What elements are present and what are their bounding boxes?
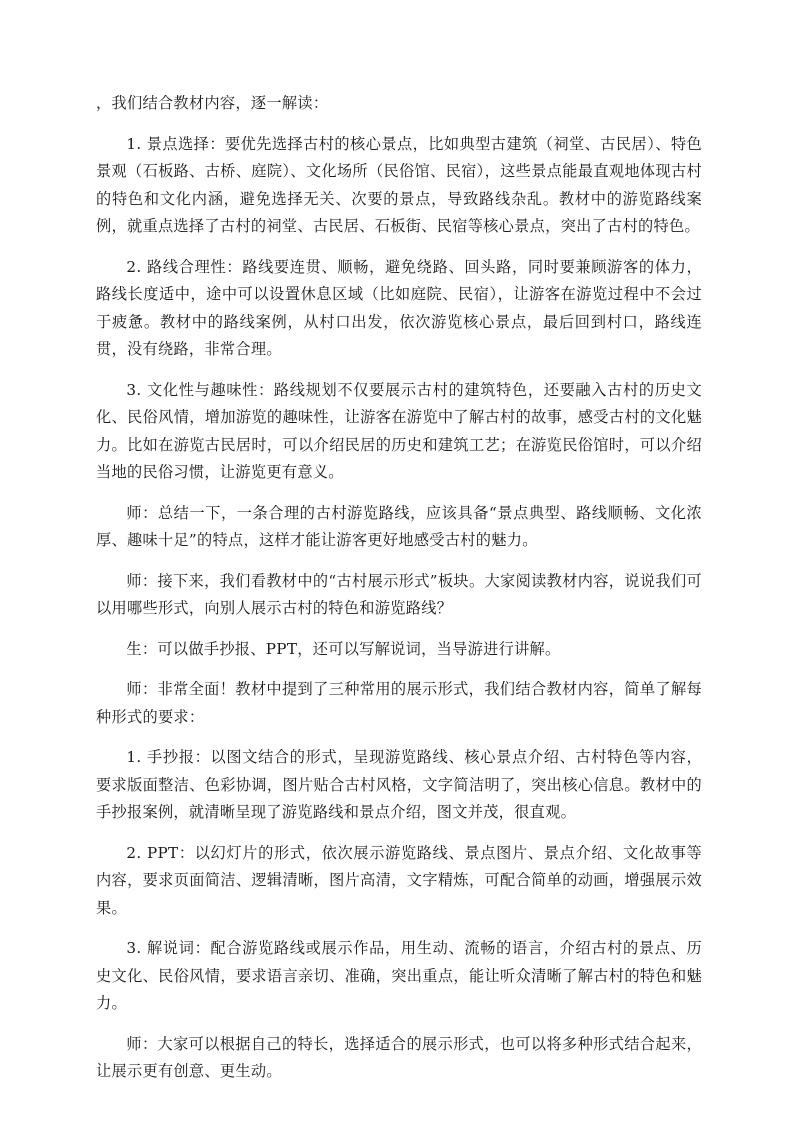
paragraph-teacher-forms: 师：非常全面！教材中提到了三种常用的展示形式，我们结合教材内容，简单了解每种形式的要求： — [96, 680, 702, 726]
paragraph-teacher-summary: 师：总结一下，一条合理的古村游览路线，应该具备“景点典型、路线顺畅、文化浓厚、趣味十足”的特点，这样才能让游客更好地感受古村的魅力。 — [96, 503, 702, 549]
paragraph-teacher-next: 师：接下来，我们看教材中的“古村展示形式”板块。大家阅读教材内容，说说我们可以用哪些形式，向别人展示古村的特色和游览路线？ — [96, 571, 702, 617]
paragraph-intro: ，我们结合教材内容，逐一解读： — [96, 94, 329, 112]
paragraph-teacher-closing: 师：大家可以根据自己的特长，选择适合的展示形式，也可以将多种形式结合起来，让展示更有创意、更生动。 — [96, 1034, 702, 1080]
paragraph-student-answer: 生：可以做手抄报、PPT，还可以写解说词，当导游进行讲解。 — [126, 639, 561, 658]
paragraph-ppt: 2. PPT：以幻灯片的形式，依次展示游览路线、景点图片、景点介绍、文化故事等内容，要求页面简洁、逻辑清晰，图片高清，文字精炼，可配合简单的动画，增强展示效果。 — [96, 843, 702, 917]
paragraph-handwritten-newspaper: 1. 手抄报：以图文结合的形式，呈现游览路线、核心景点介绍、古村特色等内容，要求版面整洁、色彩协调，图片贴合古村风格，文字简洁明了，突出核心信息。教材中的手抄报案例，就清晰呈现了游览路线和景点介绍，图文并茂，很直观。 — [96, 748, 702, 821]
paragraph-culture-interest: 3. 文化性与趣味性：路线规划不仅要展示古村的建筑特色，还要融入古村的历史文化、民俗风情，增加游览的趣味性，让游客在游览中了解古村的故事，感受古村的文化魅力。比如在游览古民居时，可以介绍民居的历史和建筑工艺；在游览民俗馆时，可以介绍当地的民俗习惯，让游览更有意义。 — [96, 380, 702, 481]
paragraph-route-rationality: 2. 路线合理性：路线要连贯、顺畅，避免绕路、回头路，同时要兼顾游客的体力，路线长度适中，途中可以设置休息区域（比如庭院、民宿），让游客在游览过程中不会过于疲惫。教材中的路线案例，从村口出发，依次游览核心景点，最后回到村口，路线连贯，没有绕路，非常合理。 — [96, 257, 702, 358]
document-body — [96, 90, 702, 1099]
paragraph-commentary: 3. 解说词：配合游览路线或展示作品，用生动、流畅的语言，介绍古村的景点、历史文化、民俗风情，要求语言亲切、准确，突出重点，能让听众清晰了解古村的特色和魅力。 — [96, 939, 702, 1012]
paragraph-scenic-selection: 1. 景点选择：要优先选择古村的核心景点，比如典型古建筑（祠堂、古民居）、特色景观（石板路、古桥、庭院）、文化场所（民俗馆、民宿），这些景点能最直观地体现古村的特色和文化内涵，避免选择无关、次要的景点，导致路线杂乱。教材中的游览路线案例，就重点选择了古村的祠堂、古民居、石板街、民宿等核心景点，突出了古村的特色。 — [96, 134, 702, 235]
